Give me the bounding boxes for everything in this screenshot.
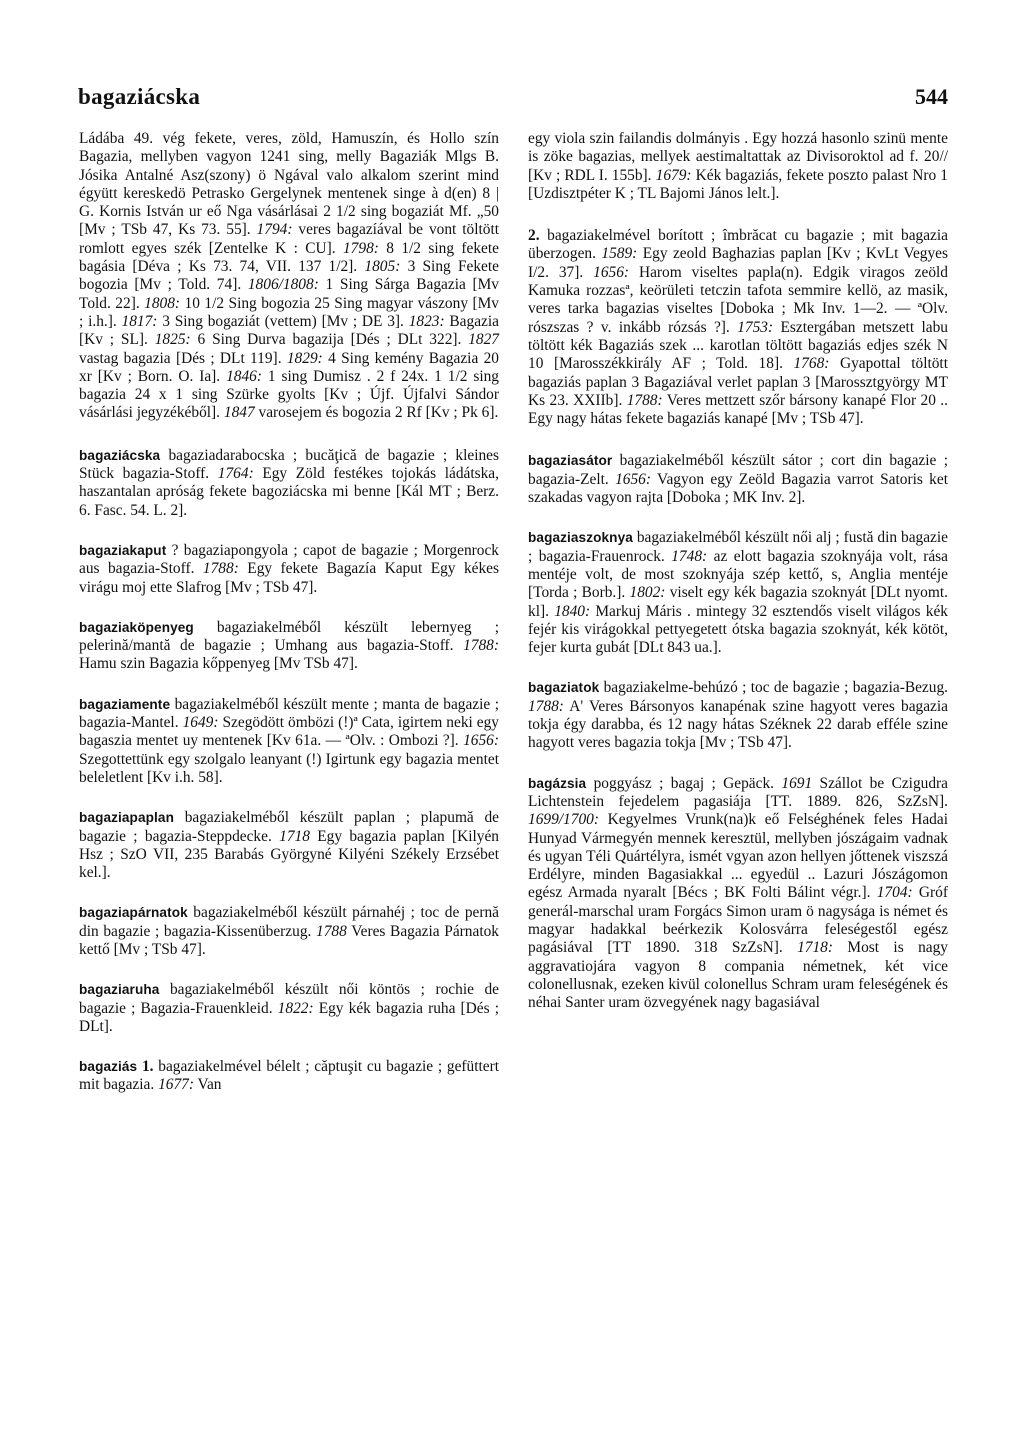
year-marker: 1768: xyxy=(793,355,830,373)
entry-text: ? bagaziapongyola ; capot de bagazie ; Morgenrock aus bagazia-Stoff. xyxy=(79,541,499,578)
year-marker: 1846: xyxy=(226,367,262,385)
entry-text: bagaziakelméből készült paplan ; plapumă de bagazie ; bagazia-Steppdecke. xyxy=(79,809,499,845)
year-marker: 1788 xyxy=(316,922,347,940)
entry-text: bagaziakelméből készült párnahéj ; toc de pernă din bagazie ; bagazia-Kissenüberzug. xyxy=(79,904,499,940)
entry-text: 8 1/2 sing fekete bagásia [Déva ; Ks 73. 74, VII. 137 1/2]. xyxy=(79,239,499,276)
headword: bagaziapaplan xyxy=(79,810,174,826)
entry-text: Kék bagaziás, fekete poszto palast Nro 1 [Uzdisztpéter K ; TL Bajomi János lelt.]. xyxy=(528,166,948,202)
headword: bagaziatok xyxy=(528,680,600,696)
entry-text: Veres mettzett szőr bársony kanapé Flor 20 .. Egy nagy hátas fekete bagaziás kanapé [Mv ; TSb 47]. xyxy=(528,391,948,428)
entry-text: Esztergában metszett labu töltött kék Bagaziás szek ... karotlan töltött bagaziás edjes szék N 10 [Marosszékkirály AF ; Told. 18]. xyxy=(528,318,948,373)
dictionary-entry xyxy=(528,529,948,657)
entry-text: Egy bagazia paplan [Kilyén Hsz ; SzO VII, 235 Barabás Györgyné Kilyéni Székely Erzsébet kel.]. xyxy=(79,827,499,882)
year-marker: 1827 xyxy=(468,331,499,349)
headword: bagaziácska xyxy=(79,447,161,463)
entry-text: 3 Sing bogaziát (vettem) [Mv ; DE 3]. xyxy=(157,312,409,330)
entry-text: Kegyelmes Vrunk(na)k eő Felséghének feles Hadai Hunyad Vármegyén mennek keresztül, mellyben jószágaim vadnak és ugyan Téli Quártélyra, ismét vgyan azon hellyen jőttenek viszszá Erdélyre, minden Bagasiakkal ... egyedül .. Lazuri Jószágomon egész Armada nyaralt [Bécs ; BK Folti Bálint végr.]. xyxy=(528,811,948,902)
entry-text: bagaziakelméből készült női alj ; fustă din bagazie ; bagazia-Frauenrock. xyxy=(528,529,948,565)
entry-text: poggyász ; bagaj ; Gepäck. xyxy=(586,774,782,792)
left-column xyxy=(79,130,499,1117)
entry-text: bagaziakelmével bélelt ; căptuşit cu bagazie ; gefüttert mit bagazia. xyxy=(79,1058,500,1094)
entry-text: az elott bagazia szoknyája volt, rása mentéje volt, de most szoknyája szép kettő, s, Anglia mentéje [Torda ; Borb.]. xyxy=(528,547,948,602)
entry-text: Markuj Máris . mintegy 32 esztendős viselt világos kék fejér kis virágokkal pettyegetett ótska bagazia szoknyát, kék kötöt, fejer kurta gubát [DLt 843 ua.]. xyxy=(528,602,948,657)
year-marker: 1679: xyxy=(655,166,692,184)
year-marker: 1802: xyxy=(629,584,666,602)
entry-text: 3 Sing Fekete bogozia [Mv ; Told. 74]. xyxy=(79,258,499,294)
dictionary-entry xyxy=(79,809,499,882)
year-marker: 1704: xyxy=(876,884,913,902)
year-marker: 1808: xyxy=(144,294,181,312)
entry-text: Harom viseltes papla(n). Edgik viragos zeöld Kamuka rozzasª, keörületi tetczin tafota semmire kellö, az masik, veres tarka bagazias viseltes [Doboka ; Mk Inv. 1—2. — ªOlv. rószszas ? v. inkább rózsás ?]. xyxy=(528,263,948,336)
year-marker: 1589: xyxy=(601,245,638,263)
entry-text: bagaziakelméből készült sátor ; cort din bagazie ; bagazia-Zelt. xyxy=(528,452,948,488)
dictionary-entry xyxy=(79,904,499,959)
year-marker: 1798: xyxy=(342,239,379,257)
year-marker: 1822: xyxy=(277,999,314,1017)
entry-text: Egy kék bagazia ruha [Dés ; DLt]. xyxy=(79,999,499,1035)
year-marker: 1825: xyxy=(154,331,191,349)
headword: bagaziaköpenyeg xyxy=(79,619,194,635)
entry-text: bagaziakelme-behúzó ; toc de bagazie ; bagazia-Bezug. xyxy=(599,679,948,697)
entry-continuation xyxy=(79,130,499,423)
headword: bagaziamente xyxy=(79,696,171,712)
entry-text: Egy fekete Bagazía Kaput Egy kékes virágu moj ette Slafrog [Mv ; TSb 47]. xyxy=(79,560,499,596)
year-marker: 1649: xyxy=(182,714,219,732)
dictionary-entry xyxy=(528,452,948,507)
entry-text: Gyapottal töltött bagaziás paplan 3 Bagaziával verlet paplan 3 [Marossztgyörgy MT Ks 23. XXIIb]. xyxy=(528,355,948,409)
entry-continuation xyxy=(528,227,948,428)
headword: bagaziakaput xyxy=(79,542,167,558)
entry-text: viselt egy kék bagazia szoknyát [DLt nyomt. kl]. xyxy=(528,584,948,620)
headword: bagázsia xyxy=(528,775,587,791)
entry-text: Hamu szin Bagazia kőppenyeg [Mv TSb 47]. xyxy=(79,655,358,673)
year-marker: 1847 xyxy=(223,404,255,422)
entry-text: varosejem és bogozia 2 Rf [Kv ; Pk 6]. xyxy=(254,404,499,422)
headword: bagaziás xyxy=(79,1059,138,1075)
entry-text: bagaziakelméből készült női köntös ; rochie de bagazie ; Bagazia-Frauenkleid. xyxy=(79,981,499,1017)
entry-text: 6 Sing Durva bagazija [Dés ; DLt 322]. xyxy=(190,331,469,349)
entry-text: bagaziakelméből készült lebernyeg ; pelerină/mantă de bagazie ; Umhang aus bagazia-Stoff. xyxy=(79,618,499,655)
headword: bagaziaszoknya xyxy=(528,530,633,546)
right-column xyxy=(528,130,948,1034)
year-marker: 1823: xyxy=(408,312,445,330)
year-marker: 1718 xyxy=(279,827,310,845)
entry-text: Van xyxy=(193,1076,222,1094)
entry-continuation xyxy=(528,130,948,203)
dictionary-entry xyxy=(528,679,948,752)
year-marker: 1656: xyxy=(463,732,499,750)
entry-text: Egy zeold Baghazias paplan [Kv ; KvLt Vegyes I/2. 37]. xyxy=(528,245,948,281)
year-marker: 1764: xyxy=(217,465,254,483)
year-marker: 1840: xyxy=(554,602,591,620)
year-marker: 1699/1700: xyxy=(528,811,599,829)
year-marker: 1677: xyxy=(158,1076,194,1094)
entry-text: egy viola szin failandis dolmányis . Egy hozzá hasonlo szinü mente is zöke bagazias, mellyek aestimaltattak az Divisoroktol ad f. 20// [Kv ; RDL I. 155b]. xyxy=(528,130,948,184)
head-word: bagaziácska xyxy=(78,84,201,109)
sense-number: 2. xyxy=(528,227,540,245)
year-marker: 1817: xyxy=(121,312,158,330)
year-marker: 1788: xyxy=(528,697,564,715)
year-marker: 1718: xyxy=(797,939,834,957)
year-marker: 1806/1808: xyxy=(247,276,319,294)
entry-text: A' Veres Bársonyos kanapénak szine hagyott veres bagazia tokja égy darabba, és 12 nagy hátas Széknek 22 darab efféle szine hagyott veres bagazia tokja [Mv ; TSb 47]. xyxy=(528,697,948,752)
entry-text: bagaziadarabocska ; bucăţică de bagazie ; kleines Stück bagazia-Stoff. xyxy=(79,446,499,483)
running-head xyxy=(78,84,948,110)
entry-text: Ládába 49. vég fekete, veres, zöld, Hamuszín, és Hollo szín Bagazia, mellyben vagyon 1241 sing, melly Bagaziák Mlgs B. Jósika Antalné Asz(szony) ö Ngával valo alkalom szerint mind égyütt kereskedö Petrasko Gergelynek mentenek singe à d(en) 8 | G. Kornis István ur eő Nga vásárlásai 2 1/2 sing bogaziát Mf. „50 [Mv ; TSb 47, Ks 73. 55]. xyxy=(79,130,499,239)
entry-text: Veres Bagazia Párnatok kettő [Mv ; TSb 47]. xyxy=(79,922,499,958)
year-marker: 1794: xyxy=(256,221,293,239)
headword: bagaziasátor xyxy=(528,453,613,469)
entry-text: Vagyon egy Zeöld Bagazia varrot Satoris ket szakadas vagyon rajta [Doboka ; MK Inv. 2]. xyxy=(528,470,948,507)
dictionary-entry xyxy=(79,447,499,520)
entry-text: Most is nagy aggravatiojára vagyon 8 compania németnek, két vice colonellusnak, ezeken kivül colonellus Schram uram feleségének és néhai Santer uram özvegyének nagy bagasiával xyxy=(528,939,948,1012)
year-marker: 1788: xyxy=(202,560,239,578)
dictionary-entry xyxy=(79,981,499,1036)
entry-text: Szegödött ömbözi (!)ª Cata, igirtem neki egy bagaszia mentet uy mentenek [Kv 61a. — ªOlv. : Ombozi ?]. xyxy=(79,714,500,750)
entry-text: 10 1/2 Sing bogozia 25 Sing magyar vászony [Mv ; i.h.]. xyxy=(79,294,499,330)
year-marker: 1753: xyxy=(737,318,774,336)
entry-text: Egy Zöld festékes tojokás ládátska, haszantalan apróság fekete bagoziácska mi benne [Kál MT ; Berz. 6. Fasc. 54. L. 2]. xyxy=(79,465,499,519)
entry-text: 1 sing Dumisz . 2 f 24x. 1 1/2 sing bagazia 24 x 1 sing Szürke gyolts [Kv ; Újf. Újfalvi Sándor vásárlási jegyzékéből]. xyxy=(79,367,500,422)
entry-text: bagaziakelméből készült mente ; manta de bagazie ; bagazia-Mantel. xyxy=(79,695,499,732)
dictionary-entry xyxy=(79,619,499,674)
year-marker: 1748: xyxy=(671,547,708,565)
entry-text: vastag bagazia [Dés ; DLt 119]. xyxy=(79,349,287,367)
year-marker: 1788: xyxy=(626,391,663,409)
entry-text: bagaziakelmével borított ; îmbrăcat cu bagazie ; mit bagazia überzogen. xyxy=(528,227,948,263)
dictionary-entry xyxy=(79,542,499,597)
year-marker: 1656: xyxy=(593,263,630,281)
page-number: 544 xyxy=(915,84,948,109)
dictionary-entry xyxy=(79,696,499,787)
entry-text: Szállot be Czigudra Lichtenstein fejedelem pagasiája [TT. 1889. 826, SzZsN]. xyxy=(528,774,948,810)
sense-number: 1. xyxy=(137,1058,154,1076)
entry-text: 4 Sing kemény Bagazia 20 xr [Kv ; Born. O. Ia]. xyxy=(79,349,499,385)
dictionary-entry xyxy=(79,1058,499,1095)
year-marker: 1829: xyxy=(286,349,323,367)
entry-text: 1 Sing Sárga Bagazia [Mv Told. 22]. xyxy=(79,276,499,312)
dictionary-entry xyxy=(528,775,948,1013)
headword: bagaziapárnatok xyxy=(79,905,188,921)
year-marker: 1656: xyxy=(615,470,651,488)
entry-text: Bagazia [Kv ; SL]. xyxy=(79,312,499,349)
year-marker: 1691 xyxy=(781,774,813,792)
year-marker: 1788: xyxy=(463,637,499,655)
entry-text: veres bagazíával be vont töltött romlott egyes szék [Zentelke K : CU]. xyxy=(79,221,499,257)
entry-text: Szegottettünk egy szolgalo leanyant (!) Igirtunk egy bagazia mentet beleletlent [Kv i.h. 58]. xyxy=(79,750,499,786)
headword: bagaziaruha xyxy=(79,982,160,998)
year-marker: 1805: xyxy=(364,258,401,276)
entry-text: Gróf generál-marschal uram Forgács Simon uram ö nagysága is német és magyar hadakkal beérkezik Kolosvárra feleségestől egész pagásiával [TT 1890. 318 SzZsN]. xyxy=(528,884,948,957)
